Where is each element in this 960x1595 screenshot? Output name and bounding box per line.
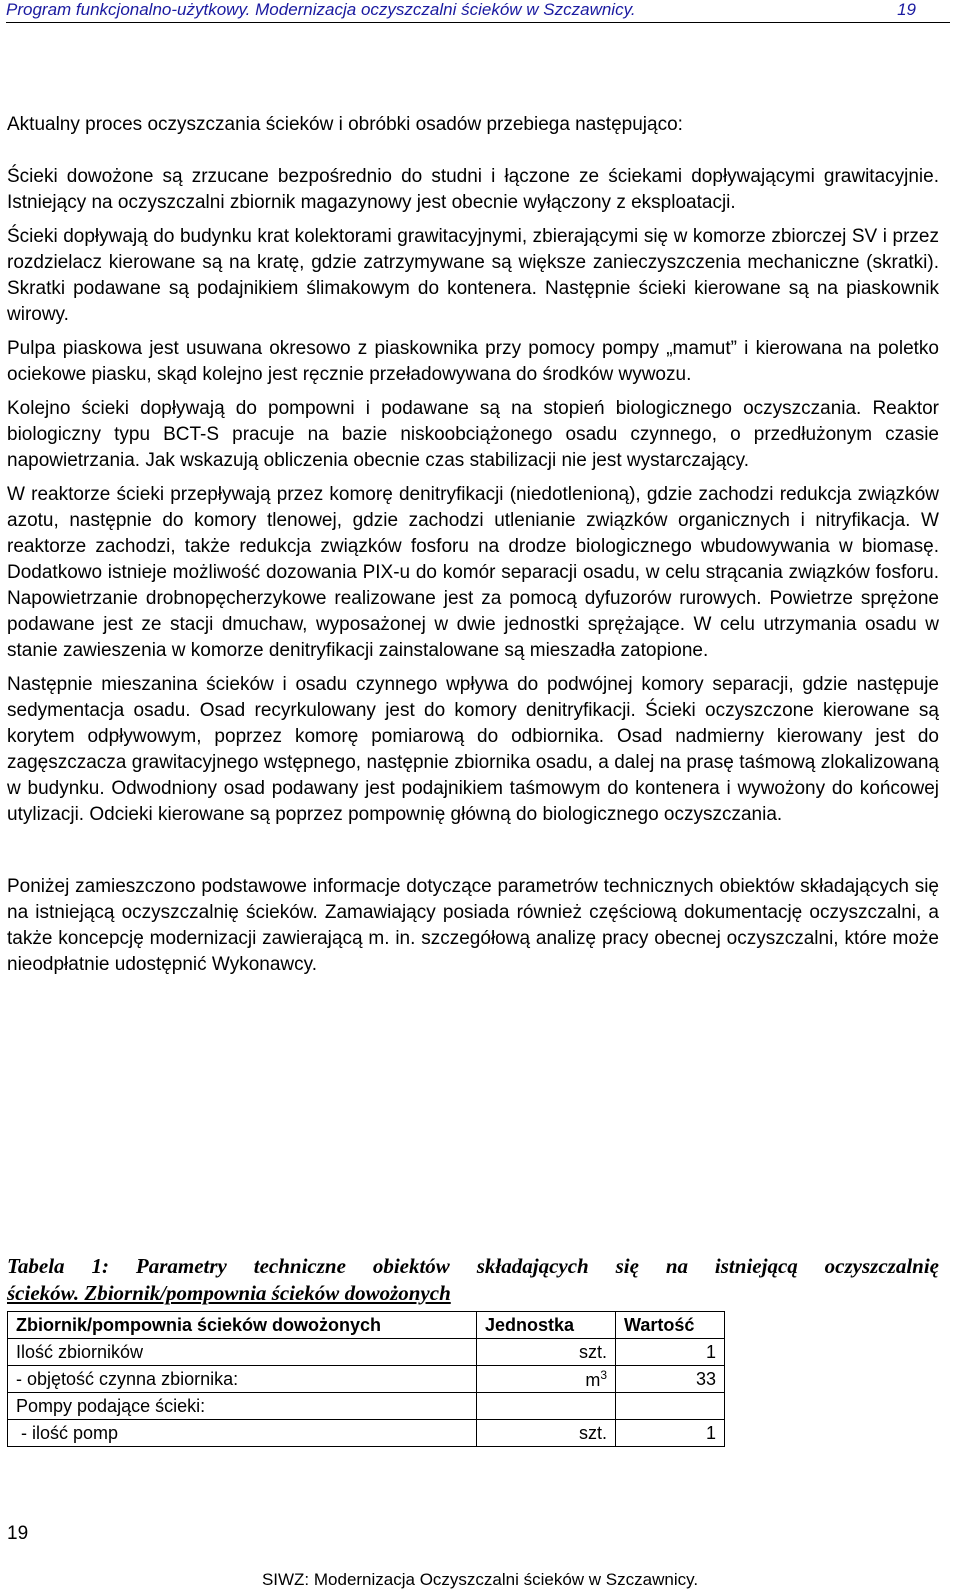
header-page-number: 19 <box>897 0 916 19</box>
section-heading: Aktualny proces oczyszczania ścieków i obróbki osadów przebiega następująco: <box>7 114 683 135</box>
table-row <box>8 1339 725 1366</box>
paragraph: Poniżej zamieszczono podstawowe informacje dotyczące parametrów technicznych obiektów składających się na istniejącą oczyszczalnię ścieków. Zamawiający posiada również częściową dokumentację oczyszczalni, a także koncepcję modernizacji zawierającą m. in. szczegółową analizę pracy obecnej oczyszczalni, które może nieodpłatnie udostępnić Wykonawcy. <box>7 876 939 975</box>
cell-value <box>616 1393 725 1420</box>
cell-unit <box>477 1366 616 1393</box>
column-header: Wartość <box>616 1312 725 1339</box>
cell-name: Ilość zbiorników <box>8 1339 477 1366</box>
cell-value: 1 <box>616 1339 725 1366</box>
cell-unit: szt. <box>477 1420 616 1447</box>
footer-page-number: 19 <box>7 1523 29 1544</box>
main-content <box>7 112 939 978</box>
cell-value: 1 <box>616 1420 725 1447</box>
paragraph: Ścieki dopływają do budynku krat kolektorami grawitacyjnymi, zbierającymi się w komorze zbiorczej SV i przez rozdzielacz kierowane są na kratę, gdzie zatrzymywane są większe zanieczyszczenia mechaniczne (skratki). Skratki podawane są podajnikiem ślimakowym do kontenera. Następnie ścieki kierowane są na piaskownik wirowy. <box>7 226 939 325</box>
table-caption <box>7 1253 939 1307</box>
cell-unit: szt. <box>477 1339 616 1366</box>
caption-line-2: ścieków. Zbiornik/pompownia ścieków dowożonych <box>7 1281 451 1305</box>
table-header-row <box>8 1312 725 1339</box>
cell-name: Pompy podające ścieki: <box>8 1393 477 1420</box>
unit-superscript: 3 <box>600 1367 607 1382</box>
cell-name: - ilość pomp <box>8 1420 477 1447</box>
header-title: Program funkcjonalno-użytkowy. Modernizacja oczyszczalni ścieków w Szczawnicy. <box>6 0 636 19</box>
column-header: Zbiornik/pompownia ścieków dowożonych <box>8 1312 477 1339</box>
paragraph: Kolejno ścieki dopływają do pompowni i podawane są na stopień biologicznego oczyszczania. Reaktor biologiczny typu BCT-S pracuje na bazie niskoobciążonego osadu czynnego, o przedłużonym czasie napowietrzania. Jak wskazują obliczenia obecnie czas stabilizacji nie jest wystarczający. <box>7 398 939 471</box>
table-row <box>8 1393 725 1420</box>
cell-name: - objętość czynna zbiornika: <box>8 1366 477 1393</box>
cell-value: 33 <box>616 1366 725 1393</box>
table-row <box>8 1420 725 1447</box>
cell-unit <box>477 1393 616 1420</box>
caption-line-1: Tabela 1: Parametry techniczne obiektów składających się na istniejącą oczyszczalnię <box>7 1254 939 1278</box>
paragraph: W reaktorze ścieki przepływają przez komorę denitryfikacji (niedotlenioną), gdzie zachodzi redukcja związków azotu, następnie do komory tlenowej, gdzie zachodzi utlenianie związków organicznych i nitryfikacja. W reaktorze zachodzi, także redukcja związków fosforu na drodze biologicznego wbudowywania w biomasę. Dodatkowo istnieje możliwość dozowania PIX-u do komór separacji osadu, w celu strącania związków fosforu. Napowietrzanie drobnopęcherzykowe realizowane jest za pomocą dyfuzorów rurowych. Powietrze sprężone podawane jest ze stacji dmuchaw, wyposażonej w dwie jednostki sprężające. W celu utrzymania osadu w stanie zawieszenia w komorze denitryfikacji zainstalowane są mieszadła zatopione. <box>7 484 939 661</box>
parameters-table <box>7 1311 725 1447</box>
paragraph: Ścieki dowożone są zrzucane bezpośrednio do studni i łączone ze ściekami dopływającymi grawitacyjnie. Istniejący na oczyszczalni zbiornik magazynowy jest obecnie wyłączony z eksploatacji. <box>7 166 939 213</box>
unit-text: m <box>585 1369 601 1390</box>
paragraph: Następnie mieszanina ścieków i osadu czynnego wpływa do podwójnej komory separacji, gdzie następuje sedymentacja osadu. Osad recyrkulowany jest do komory denitryfikacji. Ścieki oczyszczone kierowane są korytem odpływowym, poprzez komorę pomiarową do odbiornika. Osad nadmierny kierowany jest do zagęszczacza grawitacyjnego wstępnego, następnie zbiornika osadu, a dalej na prasę taśmową zlokalizowaną w budynku. Odwodniony osad podawany jest podajnikiem taśmowym do kontenera i wywożony do końcowej utylizacji. Odcieki kierowane są poprzez pompownię główną do biologicznego oczyszczania. <box>7 674 939 825</box>
footer-text: SIWZ: Modernizacja Oczyszczalni ścieków w Szczawnicy. <box>261 1570 699 1589</box>
table-row <box>8 1366 725 1393</box>
paragraph: Pulpa piaskowa jest usuwana okresowo z piaskownika przy pomocy pompy „mamut” i kierowana na poletko ociekowe piasku, skąd kolejno jest ręcznie przeładowywana do środków wywozu. <box>7 338 939 385</box>
column-header: Jednostka <box>477 1312 616 1339</box>
page-header <box>6 0 950 23</box>
